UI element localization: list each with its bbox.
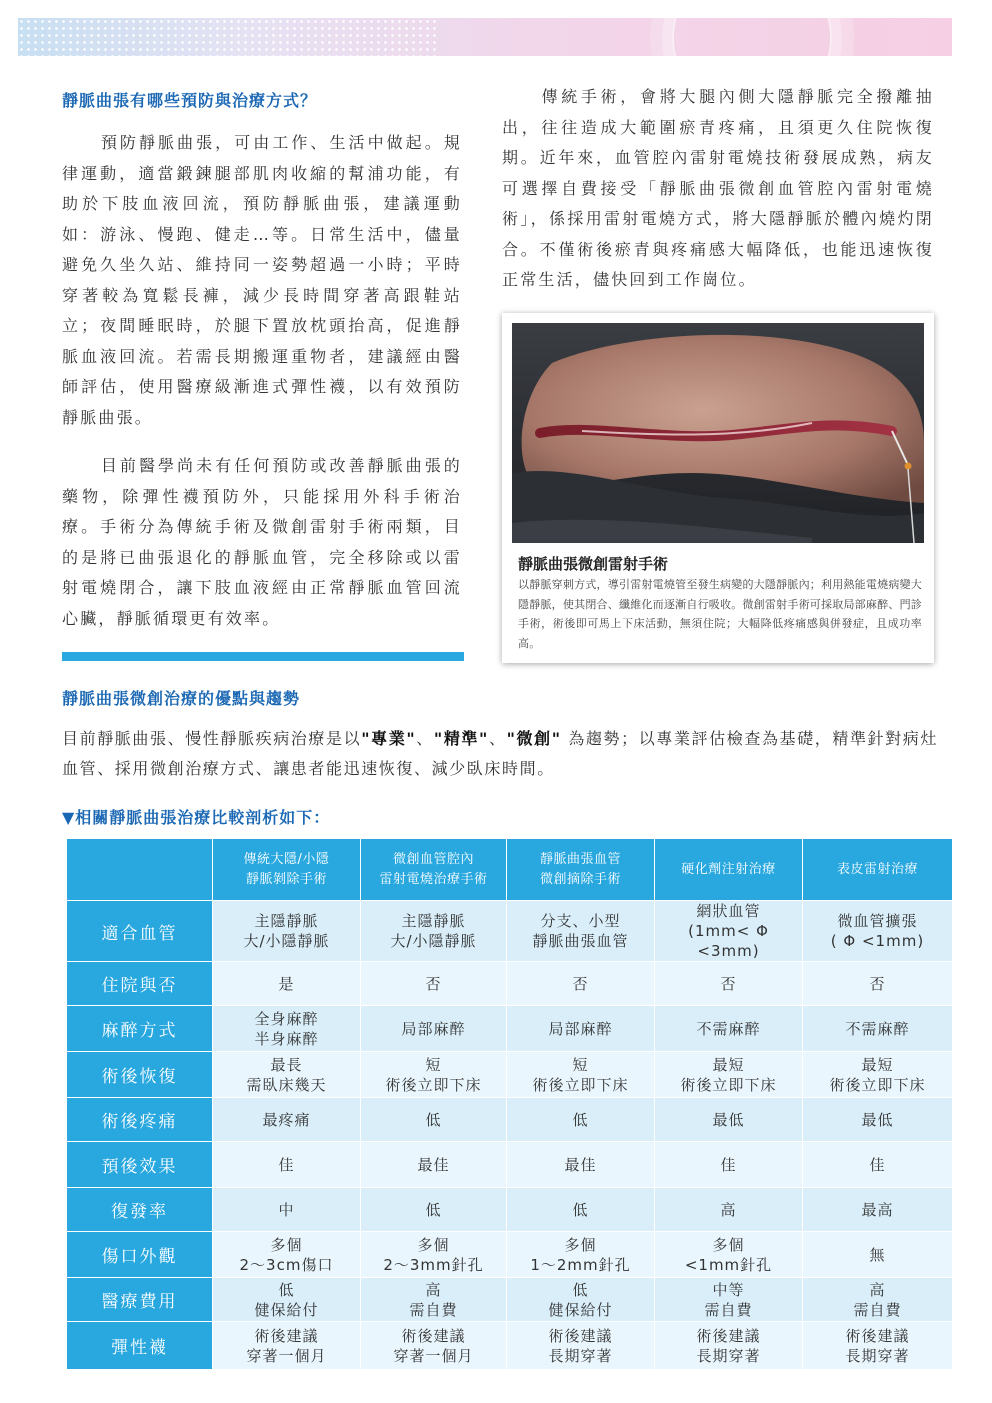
banner-ring-decoration [672, 18, 832, 56]
table-body [67, 901, 953, 1370]
figure-laser-surgery [502, 313, 934, 663]
row-label: 傷口外觀 [67, 1232, 213, 1278]
table-cell-line: 大/小隱靜脈 [243, 932, 330, 950]
table-cell-line: 分支、小型 [540, 912, 621, 930]
table-cell [361, 1142, 507, 1188]
row-label: 術後恢復 [67, 1052, 213, 1098]
table-cell-line: 低 [572, 1200, 589, 1219]
table-cell [361, 1098, 507, 1142]
table-cell-line: 需臥床幾天 [246, 1075, 327, 1094]
row-label: 術後疼痛 [67, 1098, 213, 1142]
table-cell-line: 最長 [270, 1055, 303, 1074]
paragraph-traditional-surgery [502, 82, 934, 296]
table-cell-line: 1～2mm針孔 [530, 1255, 631, 1274]
table-cell-line: 主隱靜脈 [401, 912, 466, 930]
table-cell [213, 1232, 361, 1278]
table-cell-line: 否 [425, 974, 442, 993]
table-cell-line: 網狀血管 [696, 902, 761, 920]
row-label: 麻醉方式 [67, 1006, 213, 1052]
row-label: 預後效果 [67, 1142, 213, 1188]
table-cell [655, 1232, 803, 1278]
column-header [213, 839, 361, 901]
table-cell [213, 1006, 361, 1052]
table-cell-line: 低 [425, 1200, 442, 1219]
row-label: 住院與否 [67, 962, 213, 1006]
table-cell [507, 962, 655, 1006]
figure-title: 靜脈曲張微創雷射手術 [518, 555, 669, 573]
table-cell [655, 1278, 803, 1322]
table-cell-line: 否 [572, 974, 589, 993]
table-row [67, 1142, 953, 1188]
table-row [67, 1232, 953, 1278]
column-header [507, 839, 655, 901]
table-cell-line: 大/小隱靜脈 [390, 932, 477, 950]
table-cell [507, 901, 655, 962]
row-label: 復發率 [67, 1188, 213, 1232]
section-heading-prevention: 靜脈曲張有哪些預防與治療方式？ [62, 91, 318, 110]
table-cell-line: 佳 [869, 1155, 886, 1174]
table-cell [803, 1006, 953, 1052]
table-cell-line: 中 [278, 1200, 295, 1219]
table-cell-line: ( Φ <1mm) [830, 932, 925, 950]
table-cell-line: 2～3cm傷口 [239, 1255, 334, 1274]
table-cell-line: 佳 [278, 1155, 295, 1174]
table-cell-line: 是 [278, 974, 295, 993]
table-cell [213, 1052, 361, 1098]
table-cell [507, 1232, 655, 1278]
table-cell [655, 1006, 803, 1052]
table-cell-line: 局部麻醉 [548, 1019, 613, 1038]
table-cell-line: 最佳 [564, 1155, 597, 1174]
table-cell-line: 短 [572, 1055, 589, 1074]
section-heading-trends: 靜脈曲張微創治療的優點與趨勢 [62, 689, 301, 708]
section-divider [62, 652, 464, 661]
row-label: 醫療費用 [67, 1278, 213, 1322]
table-cell [803, 1188, 953, 1232]
table-cell [507, 1098, 655, 1142]
trends-intro [62, 724, 938, 784]
table-cell [655, 1188, 803, 1232]
table-cell-line: 短 [425, 1055, 442, 1074]
table-cell-line: 半身麻醉 [254, 1029, 319, 1048]
paragraph-surgery-types-text: 目前醫學尚未有任何預防或改善靜脈曲張的藥物，除彈性襪預防外，只能採用外科手術治療。手術分為傳統手術及微創雷射手術兩類，目的是將已曲張退化的靜脈血管，完全移除或以雷射電燒閉合，讓下肢血液經由正常靜脈血管回流心臟，靜脈循環更有效率。 [62, 456, 462, 628]
table-cell-line: 最短 [712, 1055, 745, 1074]
table-cell-line: 低 [425, 1110, 442, 1129]
table-cell-line: 最低 [861, 1110, 894, 1129]
laser-surgery-illustration [512, 323, 924, 543]
row-label: 彈性襪 [67, 1322, 213, 1370]
table-cell-line: 否 [869, 974, 886, 993]
table-cell [361, 1322, 507, 1370]
table-cell-line: 需自費 [409, 1300, 458, 1319]
top-banner [18, 18, 952, 56]
table-cell-line: 低 [572, 1110, 589, 1129]
table-row [67, 1188, 953, 1232]
table-cell [213, 1188, 361, 1232]
table-cell-line: 低 [572, 1280, 589, 1299]
table-cell-line: 術後建議 [696, 1326, 761, 1345]
table-cell [361, 1278, 507, 1322]
table-cell-line: 無 [869, 1245, 886, 1264]
table-cell [213, 1142, 361, 1188]
table-cell [213, 962, 361, 1006]
column-header [361, 839, 507, 901]
column-header-line: 微創血管腔內 [392, 851, 474, 867]
table-cell-line: 術後立即下床 [385, 1075, 482, 1094]
keyword-minimally-invasive: "微創" [506, 729, 562, 748]
table-cell [361, 901, 507, 962]
table-cell [803, 901, 953, 962]
paragraph-surgery-types [62, 451, 462, 634]
table-cell [655, 1052, 803, 1098]
table-cell [507, 1322, 655, 1370]
table-cell-line: (1mm< Φ <3mm) [688, 922, 769, 960]
table-cell-line: 術後建議 [548, 1326, 613, 1345]
table-cell-line: 高 [720, 1200, 737, 1219]
table-cell [361, 1232, 507, 1278]
table-cell [361, 1188, 507, 1232]
table-cell [803, 1278, 953, 1322]
table-cell-line: 主隱靜脈 [254, 912, 319, 930]
table-cell-line: 多個 [564, 1235, 597, 1254]
keyword-precise: "精準" [433, 729, 489, 748]
table-cell [655, 1142, 803, 1188]
paragraph-prevention [62, 128, 462, 433]
table-cell [655, 1322, 803, 1370]
table-cell-line: 術後立即下床 [829, 1075, 926, 1094]
table-cell-line: 2～3mm針孔 [383, 1255, 484, 1274]
column-header-line: 微創摘除手術 [539, 871, 621, 887]
table-cell-line: 不需麻醉 [845, 1019, 910, 1038]
table-cell-line: 多個 [270, 1235, 303, 1254]
table-cell [803, 1322, 953, 1370]
table-row [67, 1278, 953, 1322]
table-cell-line: 低 [278, 1280, 295, 1299]
table-row [67, 1052, 953, 1098]
table-cell-line: 穿著一個月 [246, 1346, 327, 1365]
table-cell-line: 高 [869, 1280, 886, 1299]
table-cell-line: 術後建議 [401, 1326, 466, 1345]
table-cell-line: 全身麻醉 [254, 1009, 319, 1028]
trends-intro-b: 為趨勢；以專業評估檢查為基礎，精準針對病灶血管、採用微創治療方式、讓患者能迅速恢復、減少臥床時間。 [62, 729, 938, 778]
column-header [655, 839, 803, 901]
table-cell-line: 最短 [861, 1055, 894, 1074]
row-label: 適合血管 [67, 901, 213, 962]
table-cell [507, 1142, 655, 1188]
table-cell-line: 健保給付 [254, 1300, 319, 1319]
table-cell [655, 1098, 803, 1142]
column-header-line: 硬化劑注射治療 [681, 861, 776, 877]
table-row [67, 901, 953, 962]
table-cell [213, 1278, 361, 1322]
table-cell [655, 962, 803, 1006]
table-cell-line: 最高 [861, 1200, 894, 1219]
column-header [803, 839, 953, 901]
table-corner-cell [67, 839, 213, 901]
paragraph-prevention-text: 預防靜脈曲張，可由工作、生活中做起。規律運動，適當鍛鍊腿部肌肉收縮的幫浦功能，有助於下肢血液回流，預防靜脈曲張，建議運動如：游泳、慢跑、健走…等。日常生活中，儘量避免久坐久站、維持同一姿勢超過一小時；平時穿著較為寬鬆長褲，減少長時間穿著高跟鞋站立；夜間睡眠時，於腿下置放枕頭抬高，促進靜脈血液回流。若需長期搬運重物者，建議經由醫師評估，使用醫療級漸進式彈性襪，以有效預防靜脈曲張。 [62, 133, 462, 427]
paragraph-traditional-surgery-text: 傳統手術，會將大腿內側大隱靜脈完全撥離抽出，往往造成大範圍瘀青疼痛，且須更久住院恢復期。近年來，血管腔內雷射電燒技術發展成熟，病友可選擇自費接受「靜脈曲張微創血管腔內雷射電燒術」，係採用雷射電燒方式，將大隱靜脈於體內燒灼閉合。不僅術後瘀青與疼痛感大幅降低，也能迅速恢復正常生活，儘快回到工作崗位。 [502, 87, 934, 289]
table-cell [803, 1098, 953, 1142]
table-cell-line: 長期穿著 [696, 1346, 761, 1365]
table-cell [213, 1098, 361, 1142]
table-cell-line: 多個 [417, 1235, 450, 1254]
table-cell-line: 需自費 [704, 1300, 753, 1319]
table-cell-line: 不需麻醉 [696, 1019, 761, 1038]
table-cell [507, 1006, 655, 1052]
table-cell [361, 962, 507, 1006]
table-row [67, 1006, 953, 1052]
column-header-line: 雷射電燒治療手術 [379, 871, 488, 887]
table-cell-line: 術後建議 [845, 1326, 910, 1345]
table-cell-line: 術後建議 [254, 1326, 319, 1345]
separator: 、 [416, 729, 434, 748]
table-cell-line: 否 [720, 974, 737, 993]
table-cell [361, 1006, 507, 1052]
banner-dot-pattern [18, 18, 438, 56]
table-cell-line: 局部麻醉 [401, 1019, 466, 1038]
table-cell [803, 1232, 953, 1278]
table-cell-line: 高 [425, 1280, 442, 1299]
table-cell [213, 1322, 361, 1370]
table-cell-line: 最疼痛 [262, 1110, 311, 1129]
table-cell [803, 1052, 953, 1098]
table-cell-line: <1mm針孔 [684, 1255, 773, 1274]
table-cell-line: 術後立即下床 [680, 1075, 777, 1094]
table-cell [507, 1052, 655, 1098]
table-cell-line: 佳 [720, 1155, 737, 1174]
table-cell [213, 901, 361, 962]
table-cell [803, 1142, 953, 1188]
keyword-professional: "專業" [361, 729, 417, 748]
column-header-line: 表皮雷射治療 [836, 861, 918, 877]
treatment-comparison-table [66, 838, 953, 1370]
table-cell-line: 多個 [712, 1235, 745, 1254]
table-cell [507, 1278, 655, 1322]
column-header-line: 傳統大隱/小隱 [243, 851, 330, 867]
figure-caption: 以靜脈穿刺方式，導引雷射電燒管至發生病變的大隱靜脈內；利用熱能電燒病變大隱靜脈，使其閉合、纖維化而逐漸自行吸收。微創雷射手術可採取局部麻醉、門診手術，術後即可馬上下床活動，無須住院；大幅降低疼痛感與併發症，且成功率高。 [518, 578, 922, 650]
table-cell-line: 長期穿著 [548, 1346, 613, 1365]
table-cell-line: 靜脈曲張血管 [532, 932, 629, 950]
table-cell-line: 微血管擴張 [837, 912, 918, 930]
table-cell-line: 最佳 [417, 1155, 450, 1174]
table-cell [507, 1188, 655, 1232]
table-row [67, 962, 953, 1006]
table-cell-line: 需自費 [853, 1300, 902, 1319]
table-row [67, 1322, 953, 1370]
table-cell-line: 中等 [712, 1280, 745, 1299]
separator: 、 [488, 729, 507, 748]
table-header-row [67, 839, 953, 901]
table-cell-line: 穿著一個月 [393, 1346, 474, 1365]
table-cell-line: 術後立即下床 [532, 1075, 629, 1094]
table-cell [655, 901, 803, 962]
table-cell [803, 962, 953, 1006]
table-cell-line: 健保給付 [548, 1300, 613, 1319]
table-row [67, 1098, 953, 1142]
table-title: ▼相關靜脈曲張治療比較剖析如下： [62, 808, 331, 827]
column-header-line: 靜脈曲張血管 [539, 851, 621, 867]
table-cell [361, 1052, 507, 1098]
trends-intro-a: 目前靜脈曲張、慢性靜脈疾病治療是以 [62, 729, 362, 748]
table-cell-line: 長期穿著 [845, 1346, 910, 1365]
column-header-line: 靜脈剝除手術 [245, 871, 327, 887]
table-cell-line: 最低 [712, 1110, 745, 1129]
